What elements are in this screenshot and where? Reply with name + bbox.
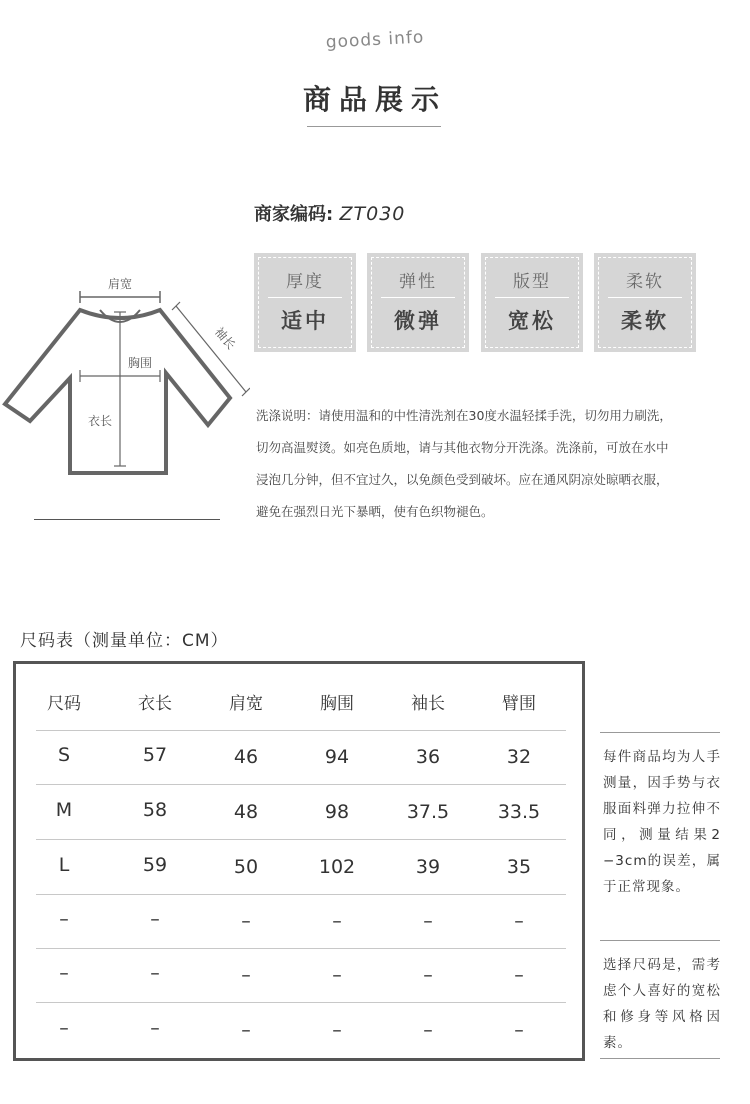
table-cell: 57: [142, 744, 168, 766]
wash-line: 切勿高温熨烫。如亮色质地，请与其他衣物分开洗涤。洗涤前，可放在水中: [256, 440, 669, 455]
wash-line: 浸泡几分钟，但不宜过久，以免颜色受到破坏。应在通风阴凉处晾晒衣服，: [256, 472, 669, 487]
table-cell: 50: [233, 856, 259, 878]
table-cell: –: [150, 908, 160, 930]
table-cell: 36: [415, 746, 441, 768]
merchant-code: [254, 200, 405, 226]
attribute-value: 适中: [281, 309, 329, 333]
garment-measurement-diagram: [0, 268, 250, 493]
english-title: goods info: [325, 27, 425, 53]
table-cell: –: [241, 1019, 251, 1041]
table-cell: –: [423, 910, 433, 932]
attribute-label: 弹性: [399, 272, 437, 292]
table-cell: 59: [142, 854, 168, 876]
table-cell: –: [332, 1019, 342, 1041]
attribute-value: 宽松: [508, 309, 556, 333]
attribute-thickness: [254, 253, 356, 352]
table-cell: 48: [233, 801, 259, 823]
table-cell: –: [150, 1017, 160, 1039]
table-cell: S: [57, 744, 71, 766]
merchant-code-value: ZT030: [339, 203, 406, 225]
table-cell: 46: [233, 746, 259, 768]
table-header: 尺码: [47, 694, 81, 714]
size-table: [13, 661, 585, 1061]
table-header: 袖长: [411, 694, 445, 714]
table-cell: 33.5: [497, 801, 541, 823]
table-header: 肩宽: [229, 694, 263, 714]
size-selection-note: 选择尺码是，需考虑个人喜好的宽松和修身等风格因素。: [603, 957, 721, 1051]
attribute-value: 微弹: [394, 309, 442, 333]
wash-line: 洗涤说明：请使用温和的中性清洗剂在30度水温轻揉手洗，切勿用力刷洗，: [256, 408, 672, 423]
attribute-elasticity: [367, 253, 469, 352]
table-cell: M: [55, 799, 73, 821]
table-header: 臂围: [502, 694, 536, 714]
table-cell: –: [241, 964, 251, 986]
attribute-softness: [594, 253, 696, 352]
table-cell: –: [423, 964, 433, 986]
table-cell: –: [59, 908, 69, 930]
table-cell: 94: [324, 746, 350, 768]
table-cell: 39: [415, 856, 441, 878]
attribute-label: 柔软: [626, 272, 664, 292]
sleeve-label: 袖长: [211, 324, 239, 353]
table-cell: 58: [142, 799, 168, 821]
table-header: 衣长: [138, 694, 172, 714]
attribute-label: 版型: [513, 272, 551, 292]
wash-line: 避免在强烈日光下暴晒，使有色织物褪色。: [256, 504, 494, 519]
title-divider: [307, 126, 441, 127]
table-cell: 98: [324, 801, 350, 823]
shirt-outline-icon: [5, 310, 230, 473]
table-cell: –: [150, 962, 160, 984]
page-title: 商品展示: [302, 83, 447, 116]
table-cell: –: [59, 962, 69, 984]
table-cell: –: [332, 964, 342, 986]
table-cell: –: [332, 910, 342, 932]
shoulder-label: 肩宽: [107, 277, 133, 291]
table-cell: –: [514, 964, 524, 986]
table-cell: –: [514, 1019, 524, 1041]
chest-label: 胸围: [127, 356, 153, 370]
attribute-value: 柔软: [621, 309, 669, 333]
table-cell: –: [59, 1017, 69, 1039]
table-cell: 37.5: [406, 801, 450, 823]
attribute-label: 厚度: [286, 272, 324, 292]
length-label: 衣长: [87, 414, 113, 428]
table-header: 胸围: [320, 694, 354, 714]
table-cell: 35: [506, 856, 532, 878]
diagram-divider: [34, 519, 220, 520]
table-cell: 102: [318, 856, 356, 878]
wash-instructions: [256, 400, 726, 528]
measurement-note: 每件商品均为人手测量，因手势与衣服面料弹力拉伸不同，测量结果2−3cm的误差，属于正常现象。: [603, 749, 721, 895]
table-cell: –: [241, 910, 251, 932]
table-cell: L: [58, 854, 70, 876]
table-cell: –: [423, 1019, 433, 1041]
merchant-code-label: 商家编码:: [254, 204, 334, 225]
table-cell: –: [514, 910, 524, 932]
size-table-heading: 尺码表（测量单位：CM）: [20, 631, 229, 651]
table-cell: 32: [506, 746, 532, 768]
attribute-fit: [481, 253, 583, 352]
